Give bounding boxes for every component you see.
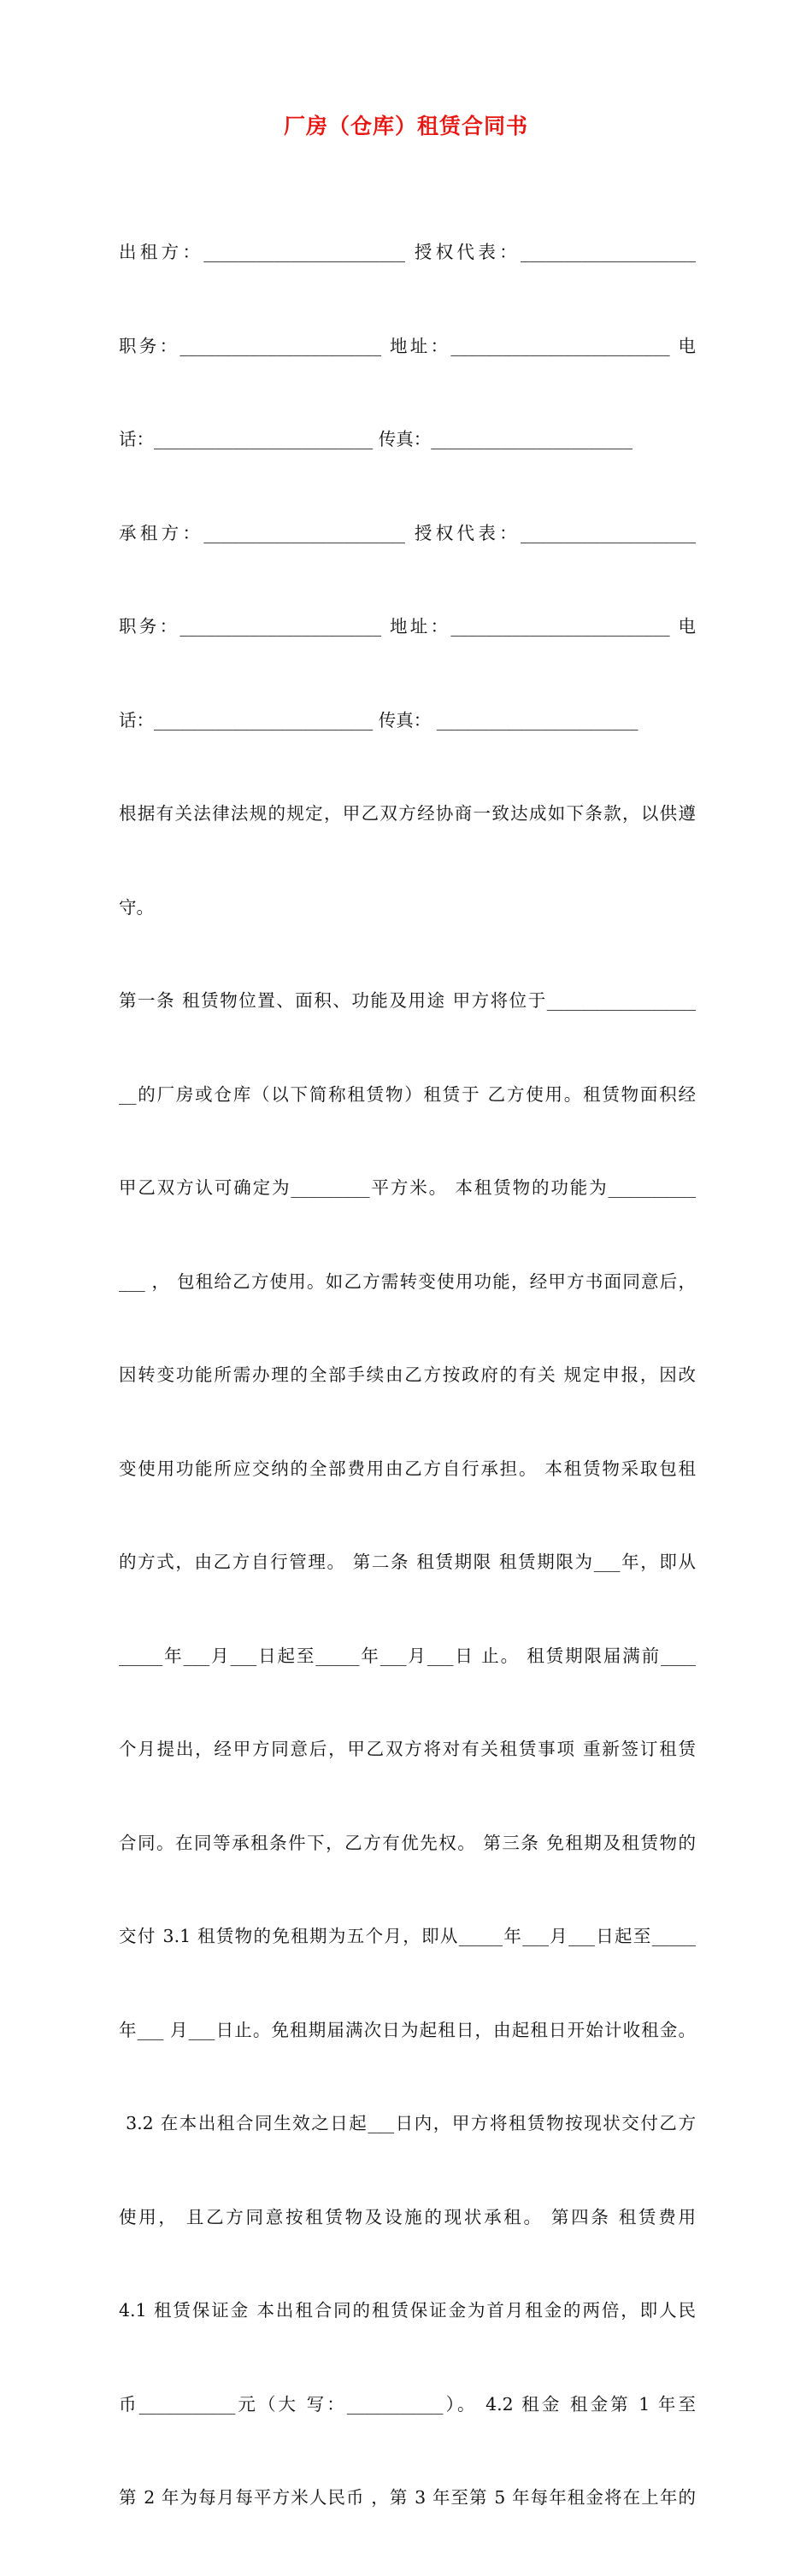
text-line-lessor-position: 职务：_______________________ 地址：_________________________ 电 [119, 335, 696, 356]
text-line-article-4: 使用， 且乙方同意按租赁物及设施的现状承租。 第四条 租赁费用 [119, 2206, 696, 2227]
document-title: 厂房（仓库）租赁合同书 [283, 114, 528, 138]
text-line-article-2: 的方式，由乙方自行管理。 第二条 租赁期限 租赁期限为___年，即从 [119, 1552, 696, 1572]
text-line-lessee: 承租方：_______________________ 授权代表：____________________ [119, 522, 696, 543]
text-line: 根据有关法律法规的规定，甲乙双方经协商一致达成如下条款，以供遵 [119, 803, 696, 824]
text-line: 3.2 在本出租合同生效之日起___日内，甲方将租赁物按现状交付乙方 [119, 2113, 696, 2133]
text-line-lessee-position: 职务：_______________________ 地址：_________________________ 电 [119, 616, 696, 637]
text-line: 年___ 月___日止。免租期届满次日为起租日，由起租日开始计收租金。 [119, 2019, 696, 2040]
text-line: _____年___月___日起至_____年___月___日 止。 租赁期限届满前____ [119, 1645, 696, 1666]
text-line: 个月提出，经甲方同意后，甲乙双方将对有关租赁事项 重新签订租赁 [119, 1739, 696, 1759]
text-line: ___ ， 包租给乙方使用。如乙方需转变使用功能，经甲方书面同意后， [119, 1270, 696, 1292]
text-line-lessor: 出租方：_______________________ 授权代表：____________________ [119, 242, 696, 262]
document-body [119, 174, 696, 2576]
text-line: __的厂房或仓库（以下简称租赁物）租赁于 乙方使用。租赁物面积经 [119, 1083, 696, 1105]
text-line-lessor-phone: 话：_________________________ 传真：_______________________ [119, 429, 633, 449]
text-line: 甲乙双方认可确定为_________平方米。 本租赁物的功能为__________ [119, 1177, 696, 1198]
text-line: 交付 3.1 租赁物的免租期为五个月，即从_____年___月___日起至_____ [119, 1926, 696, 1946]
text-line: 第 2 年为每月每平方米人民币 ，第 3 年至第 5 年每年租金将在上年的 [119, 2487, 696, 2508]
text-line-article-1: 第一条 租赁物位置、面积、功能及用途 甲方将位于_________________ [119, 990, 696, 1011]
text-line: 因转变功能所需办理的全部手续由乙方按政府的有关 规定申报，因改 [119, 1364, 696, 1385]
text-line-article-3: 合同。在同等承租条件下，乙方有优先权。 第三条 免租期及租赁物的 [119, 1832, 696, 1853]
text-line: 币___________元（大 写：___________）。 4.2 租金 租金第 1 年至 [119, 2393, 696, 2415]
text-line-lessee-phone: 话：_________________________ 传真： _______________________ [119, 709, 638, 731]
text-line: 守。 [119, 896, 154, 918]
text-line: 4.1 租赁保证金 本出租合同的租赁保证金为首月租金的两倍，即人民 [119, 2300, 696, 2321]
text-line: 变使用功能所应交纳的全部费用由乙方自行承担。 本租赁物采取包租 [119, 1458, 696, 1479]
